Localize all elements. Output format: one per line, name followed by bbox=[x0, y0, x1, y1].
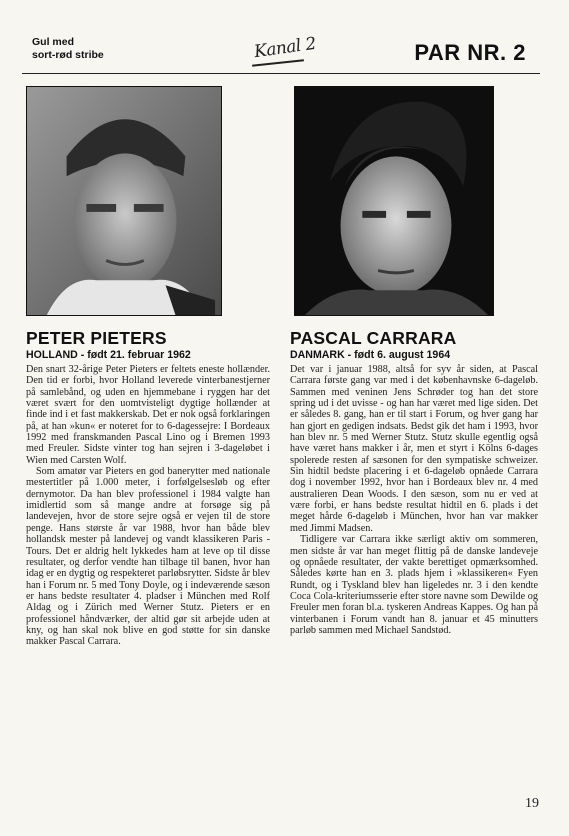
jersey-line-1: Gul med bbox=[32, 36, 75, 48]
jersey-description bbox=[32, 36, 104, 62]
portrait-carrara-image bbox=[295, 87, 493, 315]
rider-name: PASCAL CARRARA bbox=[290, 328, 457, 348]
rider-biography bbox=[26, 364, 270, 648]
portrait-photo-carrara bbox=[294, 86, 494, 316]
rider-biography bbox=[290, 364, 538, 636]
page-header bbox=[22, 30, 540, 74]
rider-name: PETER PIETERS bbox=[26, 328, 167, 348]
biography-paragraph: Som amatør var Pieters en god banerytter med nationale mestertitler på 1.000 meter, i forfølgelsesløb og efter dernymotor. Da han blev professionel i 1984 valgte han imidlertid som så mange andre at forsøge sig på landevejen, hvor de store sejre også er vejen til de store penge. Hans største år var 1988, hvor han både blev hollandsk mester på landevej og vandt klassikeren Paris - Tours. Det er aldrig helt lykkedes ham at leve op til disse resultater, og derfor vendte han tilbage til banen, hvor han idag er en dygtig og respekteret parløbsrytter. Sidste år blev han i Forum nr. 5 med Tony Doyle, og i indeværende sæson er hans bedste resultater 4. pladser i München med Rolf Aldag og i Zürich med Werner Stutz. Pieters er en professionel håndværker, der altid gør sit arbejde uden at kny, og han skal nok blive en god støtte for sin danske makker Pascal Carrara. bbox=[26, 466, 270, 648]
jersey-line-2: sort-rød stribe bbox=[32, 49, 104, 61]
rider-column-pieters bbox=[26, 328, 270, 648]
rider-nationality-birth: DANMARK - født 6. august 1964 bbox=[290, 349, 451, 361]
rider-column-carrara bbox=[290, 328, 538, 636]
portrait-pieters-image bbox=[27, 87, 221, 315]
page-number: 19 bbox=[525, 796, 539, 811]
biography-paragraph: Det var i januar 1988, altså for syv år siden, at Pascal Carrara første gang var med i det københavnske 6-dageløb. Sammen med veninen Jens Schrøder tog han det store spring ud i det uvisse - og han har været med lige siden. Det er således 8. gang, han er til start i Forum, og hver gang har han gjort en gedigen indsats. Bedst gik det ham i 1993, hvor han blev nr. 5 med Werner Stutz. Stutz skulle egentlig også have været hans makker i år, men et styrt i Kölns 6-dages spolerede resten af sæsonen for den sympatiske schweizer. Sin hidtil bedste placering i et 6-dageløb opnåede Carrara dog i november 1992, hvor han i Bordeaux blev nr. 4 med australieren Dean Woods. I den sæson, som nu er ved at være forbi, er hans bedste resultat hidtil en 6. plads i det meget hårde 6-dageløb i München, hvor han var makker med Jimmi Madsen. bbox=[290, 364, 538, 534]
kanal2-logo: Kanal 2 bbox=[252, 33, 318, 63]
pair-title: PAR NR. 2 bbox=[414, 40, 526, 65]
rider-nationality-birth: HOLLAND - født 21. februar 1962 bbox=[26, 349, 191, 361]
portrait-photo-pieters bbox=[26, 86, 222, 316]
biography-paragraph: Den snart 32-årige Peter Pieters er feltets eneste hollænder. Den tid er forbi, hvor Holland leverede vinterbanestjerner på samlebånd, og uden en hjemmebane i ryggen har det været svært for den uomtvisteligt dygtige hollænder at finde ind i et fast makkerskab. Det er nok også forklaringen på, at han »kun« er noteret for to 6-dagessejre: I Bordeaux 1992 med franskmanden Pascal Lino og i Bremen 1993 med Freuler. Sidste vinter tog han sejren i 3-dageløbet i Wien med Carsten Wolf. bbox=[26, 364, 270, 466]
biography-paragraph: Tidligere var Carrara ikke særligt aktiv om sommeren, men sidste år var han meget flittig på de danske landeveje og opnåede resultater, der vakte berettiget opmærksomhed. Således kørte han en 3. plads hjem i »klassikeren« Fyen Rundt, og i Tyskland blev han ligeledes nr. 3 i den kendte Coca Cola-kriteriumsserie efter store navne som Dewilde og Freuler men foran bl.a. tyskeren Andreas Kappes. Og han på vinterbanen i Forum vandt han 8. januar et 45 minutters parløb sammen med Michael Sandstød. bbox=[290, 534, 538, 636]
